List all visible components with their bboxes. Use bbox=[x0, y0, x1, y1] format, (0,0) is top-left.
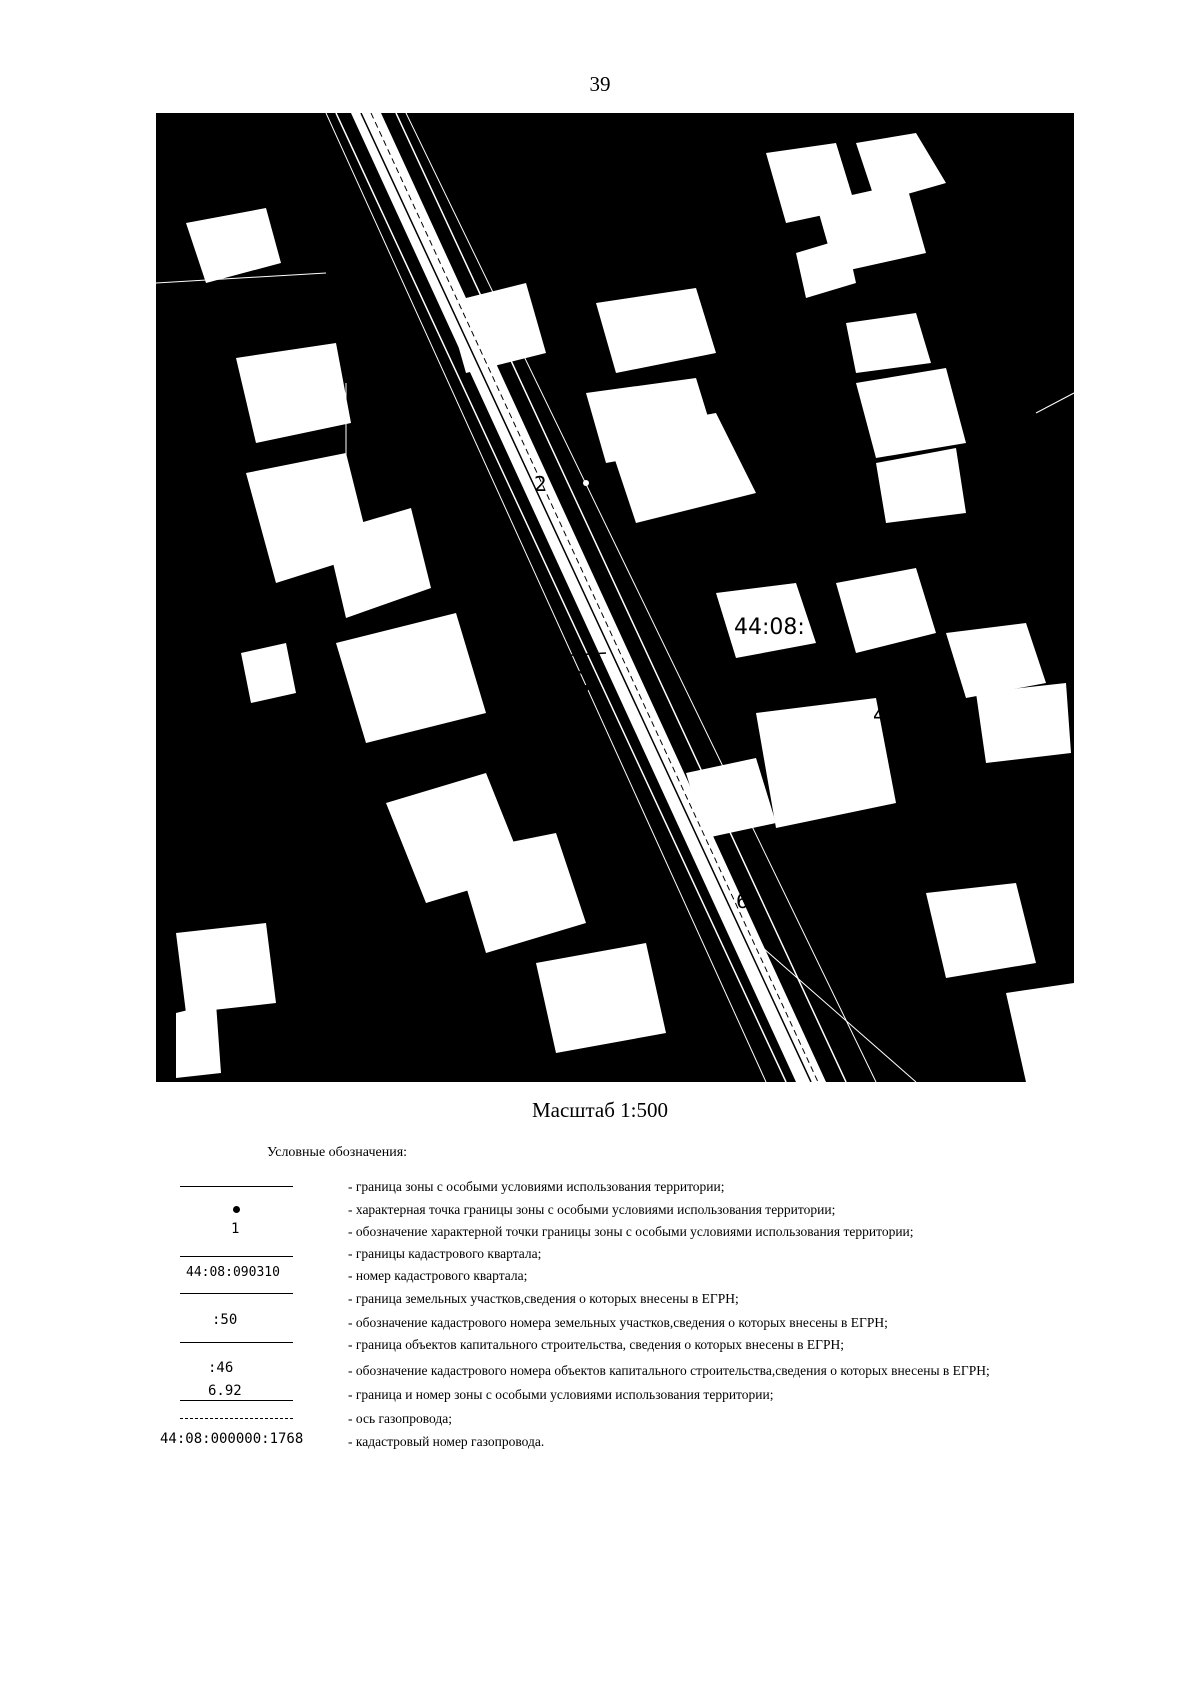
parcel-label-9: 9 bbox=[402, 366, 415, 390]
legend-item bbox=[150, 1360, 1150, 1382]
legend-symbol bbox=[150, 1334, 300, 1356]
quarter-label-top-left: 44:08:090308 bbox=[170, 294, 325, 319]
zone-point bbox=[583, 480, 589, 486]
building-shape bbox=[176, 923, 276, 1013]
gas-pipeline-number-symbol: 44:08:000000:1768 bbox=[160, 1431, 304, 1447]
building-shape bbox=[241, 643, 296, 703]
quarter-boundary-symbol bbox=[180, 1256, 293, 1257]
legend-symbol bbox=[150, 1431, 304, 1453]
building-shape bbox=[176, 1003, 221, 1078]
legend-description: - граница объектов капитального строительства, сведения о которых внесены в ЕГРН; bbox=[348, 1337, 844, 1352]
parcel-boundary-symbol bbox=[180, 1293, 293, 1294]
legend-symbol bbox=[150, 1312, 300, 1334]
legend-item bbox=[150, 1431, 1150, 1453]
legend-description: - ось газопровода; bbox=[348, 1411, 452, 1426]
point-label-symbol: 1 bbox=[231, 1221, 240, 1237]
legend-description: - характерная точка границы зоны с особыми условиями использования территории; bbox=[348, 1202, 836, 1217]
legend-description: - обозначение кадастрового номера земельных участков,сведения о которых внесены в ЕГРН; bbox=[348, 1315, 888, 1330]
legend-symbol bbox=[150, 1243, 300, 1265]
building-shape bbox=[976, 683, 1071, 763]
building-boundary-symbol bbox=[180, 1342, 293, 1343]
legend-description: - обозначение кадастрового номера объектов капитального строительства,сведения о которых внесены в ЕГРН; bbox=[348, 1363, 990, 1378]
zone-number-underline bbox=[180, 1400, 293, 1401]
legend-symbol bbox=[150, 1199, 300, 1221]
legend-item bbox=[150, 1334, 1150, 1356]
legend-item bbox=[150, 1176, 1150, 1198]
legend-symbol bbox=[150, 1288, 300, 1310]
page-number: 39 bbox=[589, 72, 611, 96]
quarter-label-right: 44:08: bbox=[734, 615, 805, 640]
building-shape bbox=[846, 313, 931, 373]
legend-item bbox=[150, 1312, 1150, 1334]
legend-item bbox=[150, 1288, 1150, 1310]
parcel-label-6: 6 bbox=[736, 889, 749, 913]
legend-description: - обозначение характерной точки границы зоны с особыми условиями использования территории; bbox=[348, 1224, 914, 1239]
legend-description: - граница и номер зоны с особыми условиями использования территории; bbox=[348, 1387, 774, 1402]
cadastral-map bbox=[156, 113, 1074, 1082]
legend-item bbox=[150, 1384, 1150, 1406]
legend-description: - граница земельных участков,сведения о которых внесены в ЕГРН; bbox=[348, 1291, 739, 1306]
legend-description: - границы кадастрового квартала; bbox=[348, 1246, 542, 1261]
zone-point bbox=[583, 685, 589, 691]
legend-symbol bbox=[150, 1384, 300, 1406]
legend-item bbox=[150, 1221, 1150, 1243]
parcel-label-2: 2 bbox=[534, 472, 547, 496]
quarter-number-symbol: 44:08:090310 bbox=[186, 1265, 280, 1280]
legend-item bbox=[150, 1199, 1150, 1221]
zone-boundary-symbol bbox=[180, 1186, 293, 1187]
legend-symbol bbox=[150, 1176, 300, 1198]
legend-item bbox=[150, 1243, 1150, 1265]
legend-item bbox=[150, 1265, 1150, 1287]
building-shape bbox=[856, 368, 966, 458]
legend-description: - номер кадастрового квартала; bbox=[348, 1268, 528, 1283]
gas-pipeline-axis-symbol bbox=[180, 1418, 293, 1419]
legend-symbol bbox=[150, 1221, 300, 1243]
legend-symbol bbox=[150, 1408, 300, 1430]
legend-symbol bbox=[150, 1265, 300, 1287]
point-symbol bbox=[233, 1206, 240, 1213]
map-scale: Масштаб 1:500 bbox=[531, 1098, 668, 1122]
parcel-number-symbol: :50 bbox=[212, 1312, 238, 1328]
zone-number-symbol: 6.92 bbox=[208, 1383, 242, 1399]
parcel-label-49: 49 bbox=[873, 703, 899, 727]
legend-symbol bbox=[150, 1360, 300, 1382]
legend-description: - граница зоны с особыми условиями использования территории; bbox=[348, 1179, 725, 1194]
zone-point bbox=[558, 660, 564, 666]
map-image bbox=[156, 113, 1074, 1082]
legend-description: - кадастровый номер газопровода. bbox=[348, 1434, 545, 1449]
building-shape bbox=[536, 943, 666, 1053]
building-number-symbol: :46 bbox=[208, 1360, 234, 1376]
legend-item bbox=[150, 1408, 1150, 1430]
legend-title: Условные обозначения: bbox=[267, 1145, 408, 1160]
